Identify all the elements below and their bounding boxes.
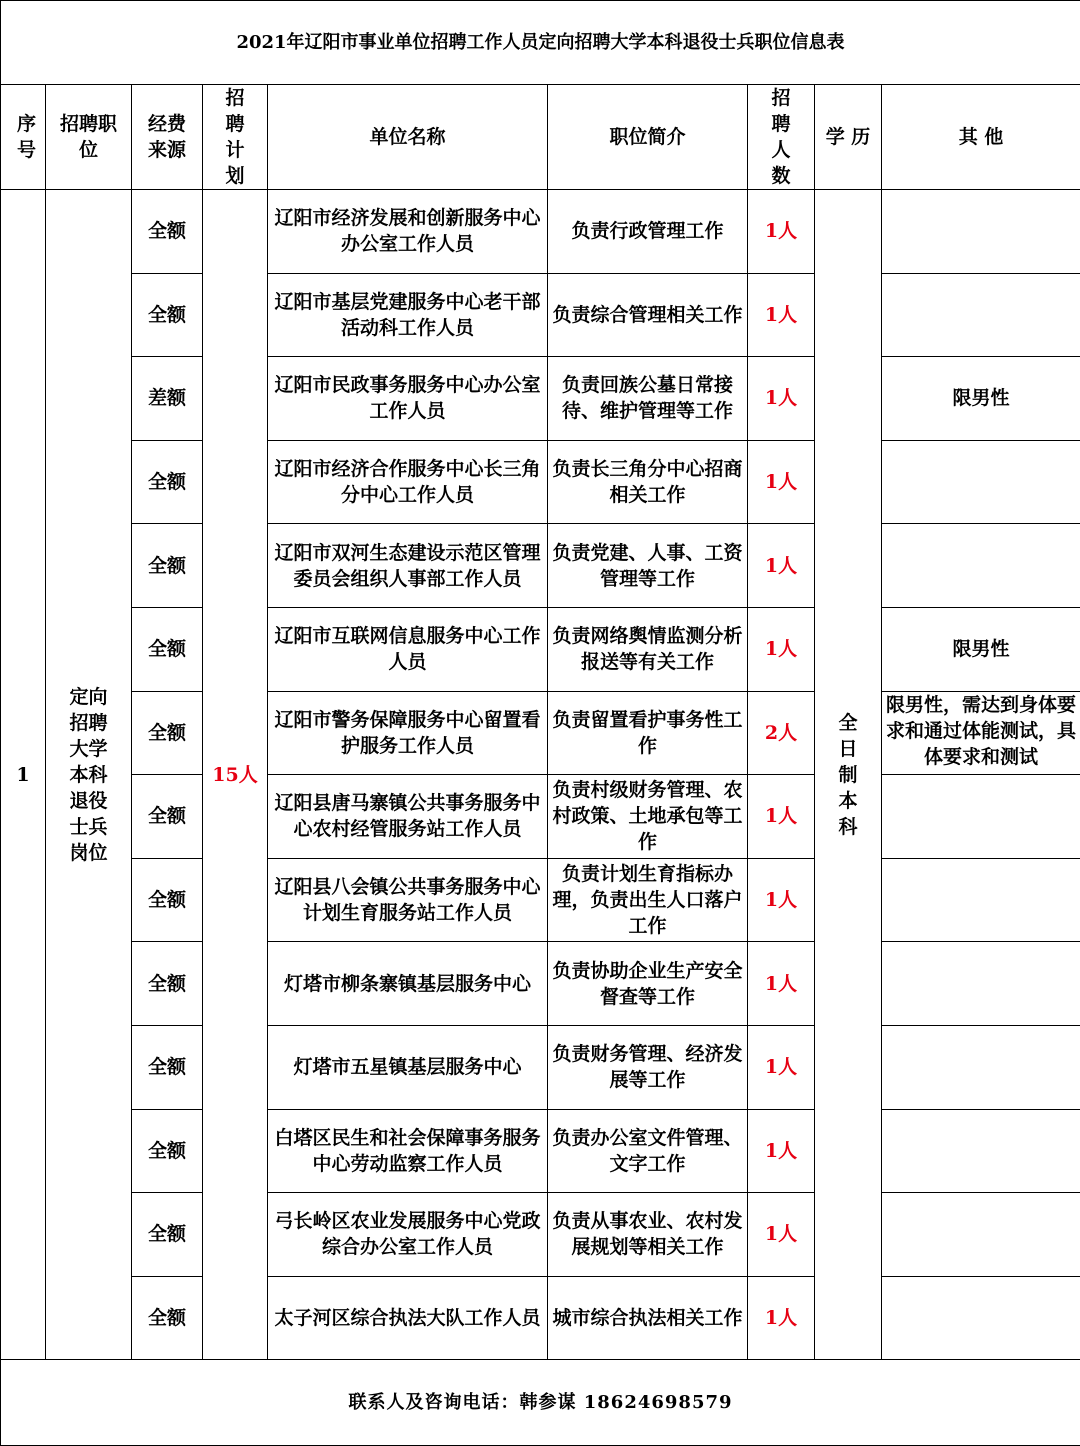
funding-cell: 全额 xyxy=(132,524,203,608)
funding-cell: 全额 xyxy=(132,1276,203,1360)
count-cell: 1人 xyxy=(748,440,815,524)
desc-cell: 负责网络舆情监测分析报送等有关工作 xyxy=(548,607,748,691)
funding-cell: 差额 xyxy=(132,357,203,441)
count-cell: 1人 xyxy=(748,1025,815,1109)
header-desc: 职位简介 xyxy=(548,85,748,190)
unit-cell: 辽阳市双河生态建设示范区管理委员会组织人事部工作人员 xyxy=(268,524,548,608)
table-row xyxy=(1,357,1080,441)
unit-cell: 弓长岭区农业发展服务中心党政综合办公室工作人员 xyxy=(268,1193,548,1277)
group-seq: 1 xyxy=(1,190,46,1360)
table-row xyxy=(1,273,1080,357)
unit-cell: 辽阳县唐马寨镇公共事务服务中心农村经管服务站工作人员 xyxy=(268,775,548,859)
group-education: 全日制本科 xyxy=(815,190,882,1360)
desc-cell: 负责留置看护事务性工作 xyxy=(548,691,748,775)
funding-cell: 全额 xyxy=(132,775,203,859)
table-row xyxy=(1,190,1080,274)
desc-cell: 负责长三角分中心招商相关工作 xyxy=(548,440,748,524)
header-funding: 经费来源 xyxy=(132,85,203,190)
other-cell xyxy=(882,1025,1080,1109)
desc-cell: 城市综合执法相关工作 xyxy=(548,1276,748,1360)
table-row xyxy=(1,1193,1080,1277)
count-cell: 1人 xyxy=(748,190,815,274)
header-seq: 序号 xyxy=(1,85,46,190)
desc-cell: 负责行政管理工作 xyxy=(548,190,748,274)
other-cell xyxy=(882,1193,1080,1277)
header-count: 招聘人数 xyxy=(748,85,815,190)
funding-cell: 全额 xyxy=(132,858,203,942)
header-row xyxy=(1,85,1080,190)
header-plan: 招聘计划 xyxy=(203,85,268,190)
table-row xyxy=(1,775,1080,859)
table-row xyxy=(1,440,1080,524)
table-row xyxy=(1,942,1080,1026)
count-cell: 1人 xyxy=(748,273,815,357)
table-row xyxy=(1,1109,1080,1193)
funding-cell: 全额 xyxy=(132,1025,203,1109)
desc-cell: 负责计划生育指标办理，负责出生人口落户工作 xyxy=(548,858,748,942)
group-position: 定向招聘大学本科退役士兵岗位 xyxy=(46,190,132,1360)
unit-cell: 辽阳市基层党建服务中心老干部活动科工作人员 xyxy=(268,273,548,357)
other-cell xyxy=(882,190,1080,274)
table-row xyxy=(1,1276,1080,1360)
count-cell: 1人 xyxy=(748,775,815,859)
table-row xyxy=(1,524,1080,608)
count-cell: 1人 xyxy=(748,1109,815,1193)
header-other: 其 他 xyxy=(882,85,1080,190)
funding-cell: 全额 xyxy=(132,942,203,1026)
funding-cell: 全额 xyxy=(132,440,203,524)
desc-cell: 负责综合管理相关工作 xyxy=(548,273,748,357)
count-cell: 1人 xyxy=(748,607,815,691)
other-cell xyxy=(882,775,1080,859)
other-cell xyxy=(882,942,1080,1026)
unit-cell: 辽阳市经济发展和创新服务中心办公室工作人员 xyxy=(268,190,548,274)
contact-footer: 联系人及咨询电话：韩参谋 18624698579 xyxy=(1,1360,1080,1446)
table-row xyxy=(1,858,1080,942)
unit-cell: 白塔区民生和社会保障事务服务中心劳动监察工作人员 xyxy=(268,1109,548,1193)
funding-cell: 全额 xyxy=(132,190,203,274)
other-cell xyxy=(882,858,1080,942)
other-cell xyxy=(882,524,1080,608)
count-cell: 2人 xyxy=(748,691,815,775)
funding-cell: 全额 xyxy=(132,273,203,357)
unit-cell: 辽阳市民政事务服务中心办公室工作人员 xyxy=(268,357,548,441)
header-unit: 单位名称 xyxy=(268,85,548,190)
table-row xyxy=(1,691,1080,775)
unit-cell: 灯塔市五星镇基层服务中心 xyxy=(268,1025,548,1109)
other-cell xyxy=(882,273,1080,357)
unit-cell: 辽阳市互联网信息服务中心工作人员 xyxy=(268,607,548,691)
count-cell: 1人 xyxy=(748,1276,815,1360)
count-cell: 1人 xyxy=(748,524,815,608)
desc-cell: 负责村级财务管理、农村政策、土地承包等工作 xyxy=(548,775,748,859)
other-cell xyxy=(882,440,1080,524)
desc-cell: 负责财务管理、经济发展等工作 xyxy=(548,1025,748,1109)
table-row xyxy=(1,1025,1080,1109)
header-education: 学 历 xyxy=(815,85,882,190)
desc-cell: 负责从事农业、农村发展规划等相关工作 xyxy=(548,1193,748,1277)
other-cell xyxy=(882,1276,1080,1360)
count-cell: 1人 xyxy=(748,858,815,942)
funding-cell: 全额 xyxy=(132,691,203,775)
desc-cell: 负责党建、人事、工资管理等工作 xyxy=(548,524,748,608)
funding-cell: 全额 xyxy=(132,1109,203,1193)
other-cell: 限男性，需达到身体要求和通过体能测试，具体要求和测试 xyxy=(882,691,1080,775)
count-cell: 1人 xyxy=(748,942,815,1026)
count-cell: 1人 xyxy=(748,1193,815,1277)
table-row xyxy=(1,607,1080,691)
other-cell: 限男性 xyxy=(882,357,1080,441)
desc-cell: 负责回族公墓日常接待、维护管理等工作 xyxy=(548,357,748,441)
desc-cell: 负责办公室文件管理、文字工作 xyxy=(548,1109,748,1193)
unit-cell: 灯塔市柳条寨镇基层服务中心 xyxy=(268,942,548,1026)
desc-cell: 负责协助企业生产安全督查等工作 xyxy=(548,942,748,1026)
other-cell: 限男性 xyxy=(882,607,1080,691)
funding-cell: 全额 xyxy=(132,607,203,691)
table-title: 2021年辽阳市事业单位招聘工作人员定向招聘大学本科退役士兵职位信息表 xyxy=(1,1,1080,85)
unit-cell: 辽阳市经济合作服务中心长三角分中心工作人员 xyxy=(268,440,548,524)
unit-cell: 辽阳县八会镇公共事务服务中心计划生育服务站工作人员 xyxy=(268,858,548,942)
unit-cell: 太子河区综合执法大队工作人员 xyxy=(268,1276,548,1360)
unit-cell: 辽阳市警务保障服务中心留置看护服务工作人员 xyxy=(268,691,548,775)
other-cell xyxy=(882,1109,1080,1193)
header-position: 招聘职位 xyxy=(46,85,132,190)
funding-cell: 全额 xyxy=(132,1193,203,1277)
count-cell: 1人 xyxy=(748,357,815,441)
group-plan: 15人 xyxy=(203,190,268,1360)
